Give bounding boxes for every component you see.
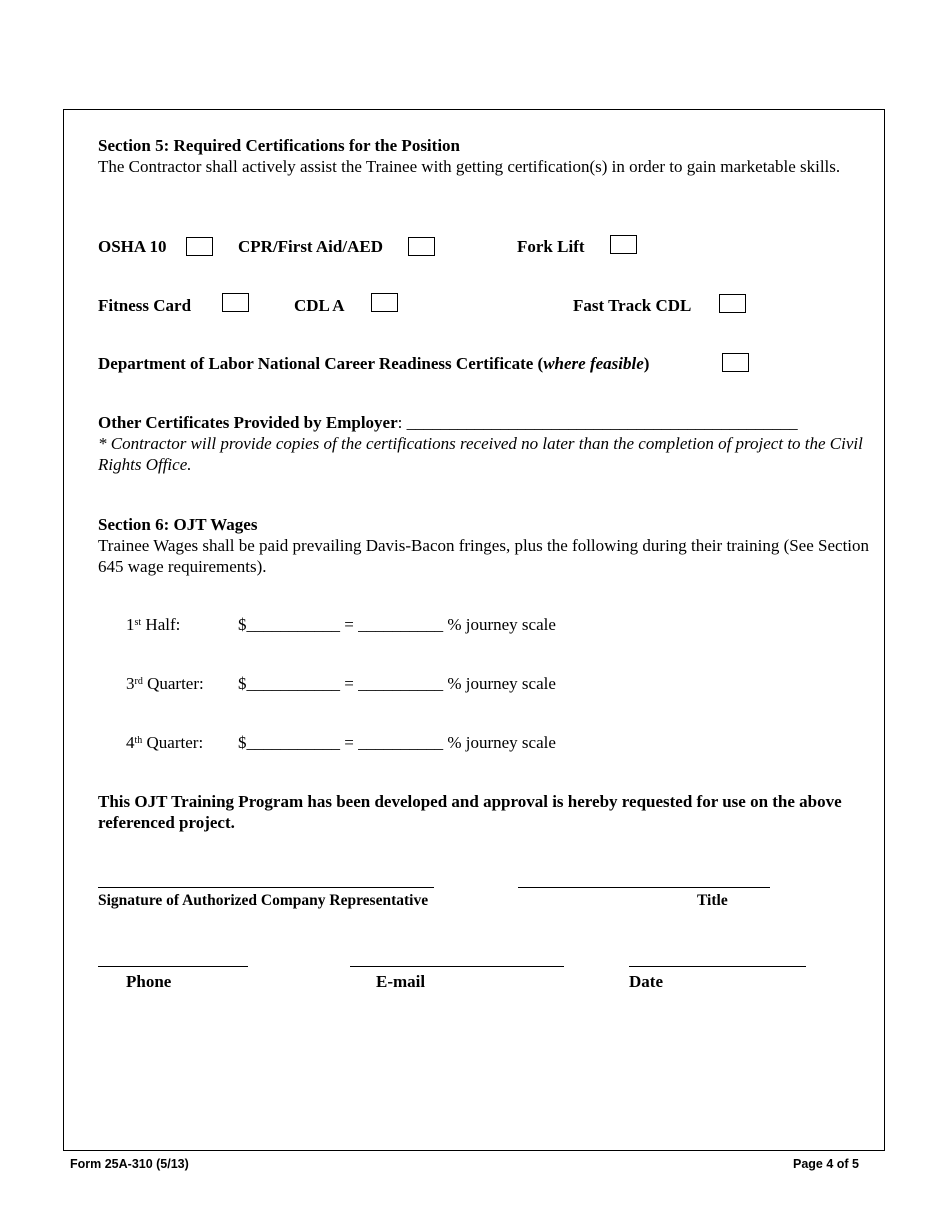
cert-cdla-checkbox[interactable]	[371, 293, 398, 312]
cert-dol-text: Department of Labor National Career Readiness Certificate (	[98, 354, 544, 373]
certs-note: * Contractor will provide copies of the certifications received no later than the completion of project to the Civil Rights Office.	[98, 434, 863, 474]
cert-fasttrack-label: Fast Track CDL	[573, 296, 692, 315]
signature-line-phone[interactable]	[98, 966, 248, 967]
cert-fitness-label: Fitness Card	[98, 296, 192, 315]
wage-row-formula[interactable]: $___________ = __________ % journey scale	[238, 674, 556, 693]
cert-osha-checkbox[interactable]	[186, 237, 213, 256]
cert-dol-checkbox[interactable]	[722, 353, 749, 372]
approval-statement: This OJT Training Program has been developed and approval is hereby requested for use on the above referenced project.	[98, 792, 842, 832]
section6-intro: Trainee Wages shall be paid prevailing Davis-Bacon fringes, plus the following during their training (See Section 645 wage requirements).	[98, 536, 870, 576]
other-certs-label: Other Certificates Provided by Employer	[98, 413, 398, 432]
signature-line-title[interactable]	[518, 887, 770, 888]
cert-fitness-checkbox[interactable]	[222, 293, 249, 312]
wage-row-label	[126, 614, 180, 635]
cert-cdla-label: CDL A	[294, 296, 345, 315]
signature-line-email[interactable]	[350, 966, 564, 967]
wage-row-num: 1	[126, 615, 135, 634]
cert-cpr-label: CPR/First Aid/AED	[238, 237, 383, 256]
cert-fasttrack-checkbox[interactable]	[719, 294, 746, 313]
wage-row-text: Quarter:	[142, 674, 204, 693]
signature-line-date[interactable]	[629, 966, 806, 967]
wage-row-num: 4	[126, 733, 135, 752]
footer-page-number: Page 4 of 5	[793, 1157, 859, 1171]
cert-cpr-checkbox[interactable]	[408, 237, 435, 256]
wage-row-sup: th	[134, 735, 143, 746]
wage-row-label	[126, 732, 203, 753]
signature-email-label: E-mail	[376, 972, 426, 991]
signature-line-rep[interactable]	[98, 887, 434, 888]
cert-osha-label: OSHA 10	[98, 237, 167, 256]
wage-row-num: 3	[126, 674, 135, 693]
other-certs-blank[interactable]: : ______________________________________________	[397, 413, 798, 432]
signature-title-label: Title	[697, 892, 728, 909]
wage-row-label	[126, 673, 204, 694]
wage-row-sup: rd	[134, 676, 143, 687]
other-certs-line	[98, 412, 798, 433]
signature-rep-label: Signature of Authorized Company Representative	[98, 892, 429, 909]
wage-row-text: Quarter:	[142, 733, 204, 752]
section6-heading: Section 6: OJT Wages	[98, 515, 258, 534]
footer-form-number: Form 25A-310 (5/13)	[70, 1157, 189, 1171]
wage-row-text: Half:	[141, 615, 181, 634]
signature-date-label: Date	[629, 972, 663, 991]
cert-forklift-checkbox[interactable]	[610, 235, 637, 254]
section5-intro: The Contractor shall actively assist the Trainee with getting certification(s) in order to gain marketable skills.	[98, 157, 841, 176]
wage-row-formula[interactable]: $___________ = __________ % journey scale	[238, 733, 556, 752]
wage-row-sup: st	[134, 617, 142, 628]
wage-row-formula[interactable]: $___________ = __________ % journey scale	[238, 615, 556, 634]
section5-heading: Section 5: Required Certifications for the Position	[98, 136, 460, 155]
cert-dol-close: )	[643, 354, 650, 373]
signature-phone-label: Phone	[126, 972, 172, 991]
cert-dol-italic: where feasible	[543, 354, 644, 373]
cert-dol-label	[98, 353, 649, 374]
cert-forklift-label: Fork Lift	[517, 237, 585, 256]
